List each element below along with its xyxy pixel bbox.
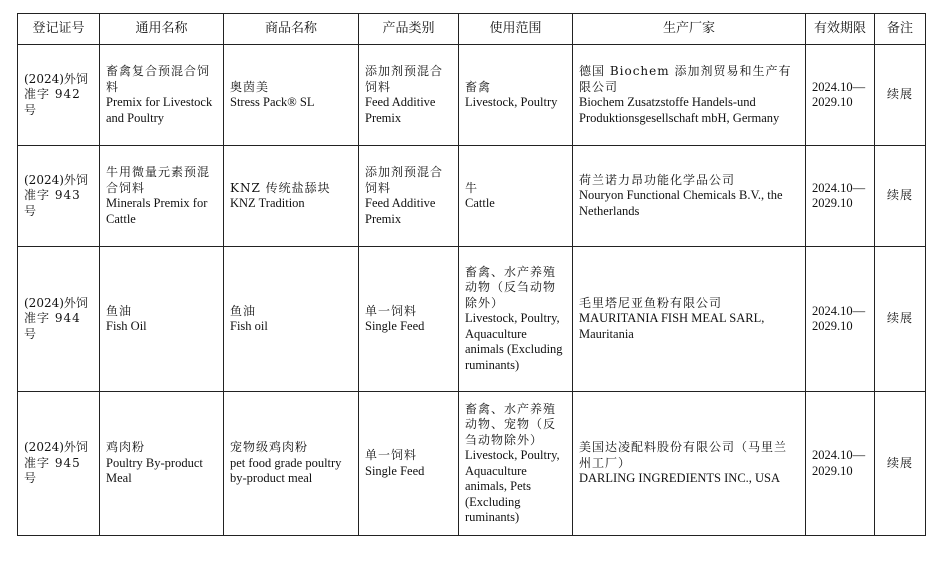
generic-name-zh: 鸡肉粉 [106,440,146,455]
reg-no-line2: 准字 942 号 [24,87,81,117]
manufacturer-zh: 毛里塔尼亚鱼粉有限公司 [579,295,723,310]
trade-name-zh: 宠物级鸡肉粉 [230,440,309,455]
reg-no-cell [18,146,100,247]
scope-cell [459,392,573,536]
validity-start: 2024.10— [812,79,866,94]
scope-zh: 畜禽 [465,79,492,94]
manufacturer-cell [573,45,806,146]
header-scope: 使用范围 [459,14,573,45]
validity-start: 2024.10— [812,303,866,318]
reg-no-line2: 准字 945 号 [24,455,81,486]
header-remark: 备注 [875,14,926,45]
manufacturer-zh: 美国达凌配料股份有限公司（马里兰州工厂） [579,440,788,470]
trade-name-zh: 鱼油 [230,303,257,318]
trade-name-cell [224,146,359,247]
validity-cell [806,392,875,536]
scope-en: Livestock, Poultry [465,95,558,109]
category-cell [359,146,459,247]
manufacturer-en: DARLING INGREDIENTS INC., USA [579,471,781,486]
generic-name-cell [100,45,224,146]
reg-no-line2: 准字 944 号 [24,311,81,341]
remark-cell: 续展 [875,392,926,536]
table-row [18,45,926,146]
category-en: Single Feed [365,319,425,333]
generic-name-en: Minerals Premix for Cattle [106,196,208,226]
validity-end: 2029.10 [812,463,853,478]
trade-name-en: Stress Pack® SL [230,95,315,109]
validity-cell [806,247,875,392]
category-cell [359,45,459,146]
header-generic-name: 通用名称 [100,14,224,45]
scope-zh: 畜禽、水产养殖动物（反刍动物除外） [465,264,557,310]
generic-name-cell [100,247,224,392]
reg-no-cell [18,45,100,146]
scope-zh: 牛 [465,180,479,195]
trade-name-en: Fish oil [230,319,268,333]
generic-name-en: Fish Oil [106,319,147,333]
validity-cell [806,146,875,247]
category-en: Feed Additive Premix [365,196,436,226]
remark-cell: 续展 [875,146,926,247]
header-validity: 有效期限 [806,14,875,45]
generic-name-en: Poultry By-product Meal [106,455,203,486]
trade-name-en: pet food grade poultry by-product meal [230,455,342,486]
header-manufacturer: 生产厂家 [573,14,806,45]
generic-name-cell [100,392,224,536]
manufacturer-cell [573,146,806,247]
validity-start: 2024.10— [812,180,866,195]
remark-cell: 续展 [875,247,926,392]
manufacturer-zh: 荷兰诺力昂功能化学品公司 [579,172,736,187]
validity-cell [806,45,875,146]
trade-name-cell [224,247,359,392]
generic-name-en: Premix for Livestock and Poultry [106,95,213,125]
manufacturer-zh: 德国 Biochem 添加剂贸易和生产有限公司 [579,64,792,94]
scope-cell [459,146,573,247]
category-zh: 单一饲料 [365,448,418,462]
reg-no-line1: (2024)外饲 [24,71,88,86]
reg-no-line1: (2024)外饲 [24,295,88,310]
trade-name-cell [224,392,359,536]
category-zh: 添加剂预混合饲料 [365,165,444,195]
scope-en: Livestock, Poultry, Aquaculture animals (Excluding ruminants) [465,311,563,372]
trade-name-zh: 奥茵美 [230,79,270,94]
reg-no-line1: (2024)外饲 [24,440,88,455]
generic-name-zh: 鱼油 [106,303,133,318]
generic-name-zh: 畜禽复合预混合饲料 [106,64,211,94]
manufacturer-cell [573,247,806,392]
reg-no-cell [18,247,100,392]
category-cell [359,247,459,392]
reg-no-line2: 准字 943 号 [24,188,81,218]
category-cell [359,392,459,536]
header-trade-name: 商品名称 [224,14,359,45]
category-zh: 单一饲料 [365,303,418,318]
category-zh: 添加剂预混合饲料 [365,64,444,94]
category-en: Feed Additive Premix [365,95,436,125]
reg-no-cell [18,392,100,536]
trade-name-en: KNZ Tradition [230,196,305,210]
table-row [18,146,926,247]
table-row [18,392,926,536]
header-category: 产品类别 [359,14,459,45]
scope-cell [459,45,573,146]
category-en: Single Feed [365,463,425,478]
scope-en: Cattle [465,196,495,210]
validity-end: 2029.10 [812,95,853,109]
trade-name-zh: KNZ 传统盐舔块 [230,180,331,195]
registration-table [17,13,926,536]
remark-cell: 续展 [875,45,926,146]
table-header-row [18,14,926,45]
scope-zh: 畜禽、水产养殖动物、宠物（反刍动物除外） [465,401,557,447]
generic-name-cell [100,146,224,247]
validity-end: 2029.10 [812,196,853,210]
manufacturer-en: Biochem Zusatzstoffe Handels-und Produktionsgesellschaft mbH, Germany [579,95,780,125]
validity-start: 2024.10— [812,448,866,462]
trade-name-cell [224,45,359,146]
scope-cell [459,247,573,392]
manufacturer-en: MAURITANIA FISH MEAL SARL, Mauritania [579,311,765,341]
manufacturer-en: Nouryon Functional Chemicals B.V., the Netherlands [579,188,783,218]
reg-no-line1: (2024)外饲 [24,172,88,187]
table-row [18,247,926,392]
scope-en: Livestock, Poultry, Aquaculture animals, Pets (Excluding ruminants) [465,448,560,524]
validity-end: 2029.10 [812,319,853,333]
header-reg-no: 登记证号 [18,14,100,45]
generic-name-zh: 牛用微量元素预混合饲料 [106,165,211,195]
manufacturer-cell [573,392,806,536]
